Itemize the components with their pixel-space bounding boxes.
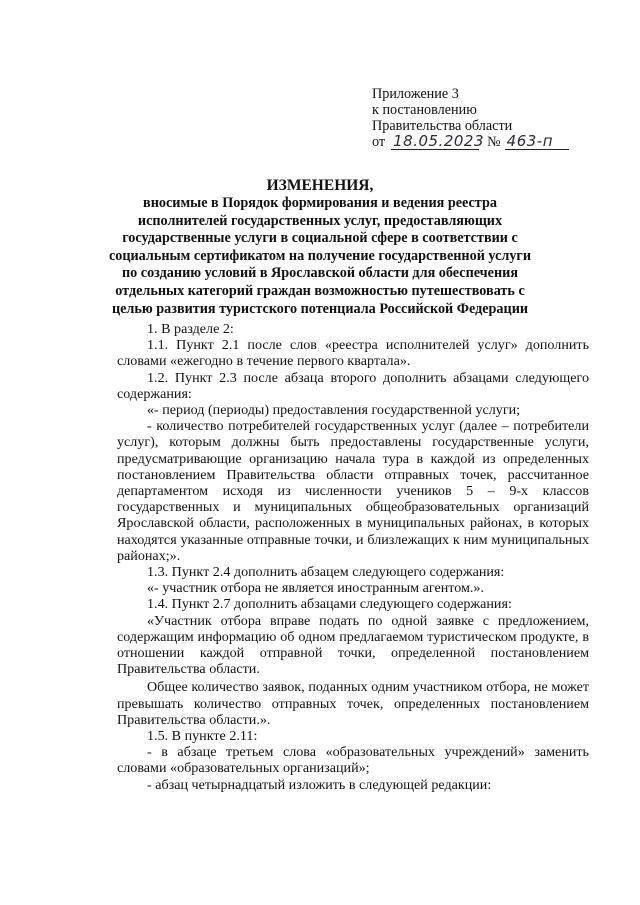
paragraph-foreign-agent: «- участник отбора не является иностранным агентом.».	[147, 580, 485, 597]
document-body	[117, 321, 589, 793]
paragraph-1-5: 1.5. В пункте 2.11:	[147, 728, 258, 745]
document-title: ИЗМЕНЕНИЯ,	[266, 177, 374, 194]
appendix-header	[372, 86, 622, 150]
paragraph-replace-words: - в абзаце третьем слова «образовательных учреждений» заменить словами «образовательных организаций»;	[117, 744, 589, 777]
paragraph-applications-total: Общее количество заявок, поданных одним участником отбора, не может превышать количество отправных точек, определенных постановлением Правительства области.».	[117, 679, 589, 728]
paragraph-1-3: 1.3. Пункт 2.4 дополнить абзацем следующего содержания:	[147, 564, 505, 581]
appendix-date-number-line	[372, 134, 622, 150]
paragraph-consumers-count: - количество потребителей государственных услуг (далее – потребители услуг), которым должны быть предоставлены государственные услуги, предусматривающие организацию начала тура в каждой из определенных постановлением Правительства области отправных точек, рассчитанное департаментом исходя из численности учеников 5 – 9-х классов государственных и муниципальных общеобразовательных организаций Ярославской области, расположенных в муниципальных районах, в которых находятся указанные отправные точки, и близлежащих к ним муниципальных районах;».	[117, 418, 589, 564]
paragraph-1-2: 1.2. Пункт 2.3 после абзаца второго дополнить абзацами следующего содержания:	[117, 369, 589, 402]
paragraph-1-1: 1.1. Пункт 2.1 после слов «реестра исполнителей услуг» дополнить словами «ежегодно в течение первого квартала».	[117, 337, 589, 370]
paragraph-1-4: 1.4. Пункт 2.7 дополнить абзацами следующего содержания:	[147, 596, 512, 613]
handwritten-date: 18.05.2023	[393, 132, 484, 150]
paragraph-period: «- период (периоды) предоставления государственной услуги;	[147, 402, 521, 419]
paragraph-applications: «Участник отбора вправе подать по одной заявке с предложением, содержащим информацию об одном предлагаемом туристическом продукте, в отношении каждой отправной точки, определенной постановлением Правительства области.	[117, 612, 589, 678]
appendix-ref-line: к постановлению	[372, 102, 477, 118]
appendix-authority-line: Правительства области	[372, 118, 513, 134]
document-subtitle: вносимые в Порядок формирования и ведения реестра исполнителей государственных услуг, предоставляющих государственные услуги в социальной сфере в соответствии с социальным сертификатом на получение государственной услуги по созданию условий в Ярославской области для обеспечения отдельных категорий граждан возможностью путешествовать с целью развития туристского потенциала Российской Федерации	[108, 195, 532, 317]
date-prefix: от	[372, 134, 386, 150]
appendix-label: Приложение 3	[372, 86, 459, 102]
paragraph-fourteenth-abzac: - абзац четырнадцатый изложить в следующей редакции:	[147, 776, 492, 793]
handwritten-number: 463-п	[505, 134, 569, 150]
number-sign: №	[487, 134, 501, 150]
paragraph-section-2: 1. В разделе 2:	[147, 321, 234, 337]
